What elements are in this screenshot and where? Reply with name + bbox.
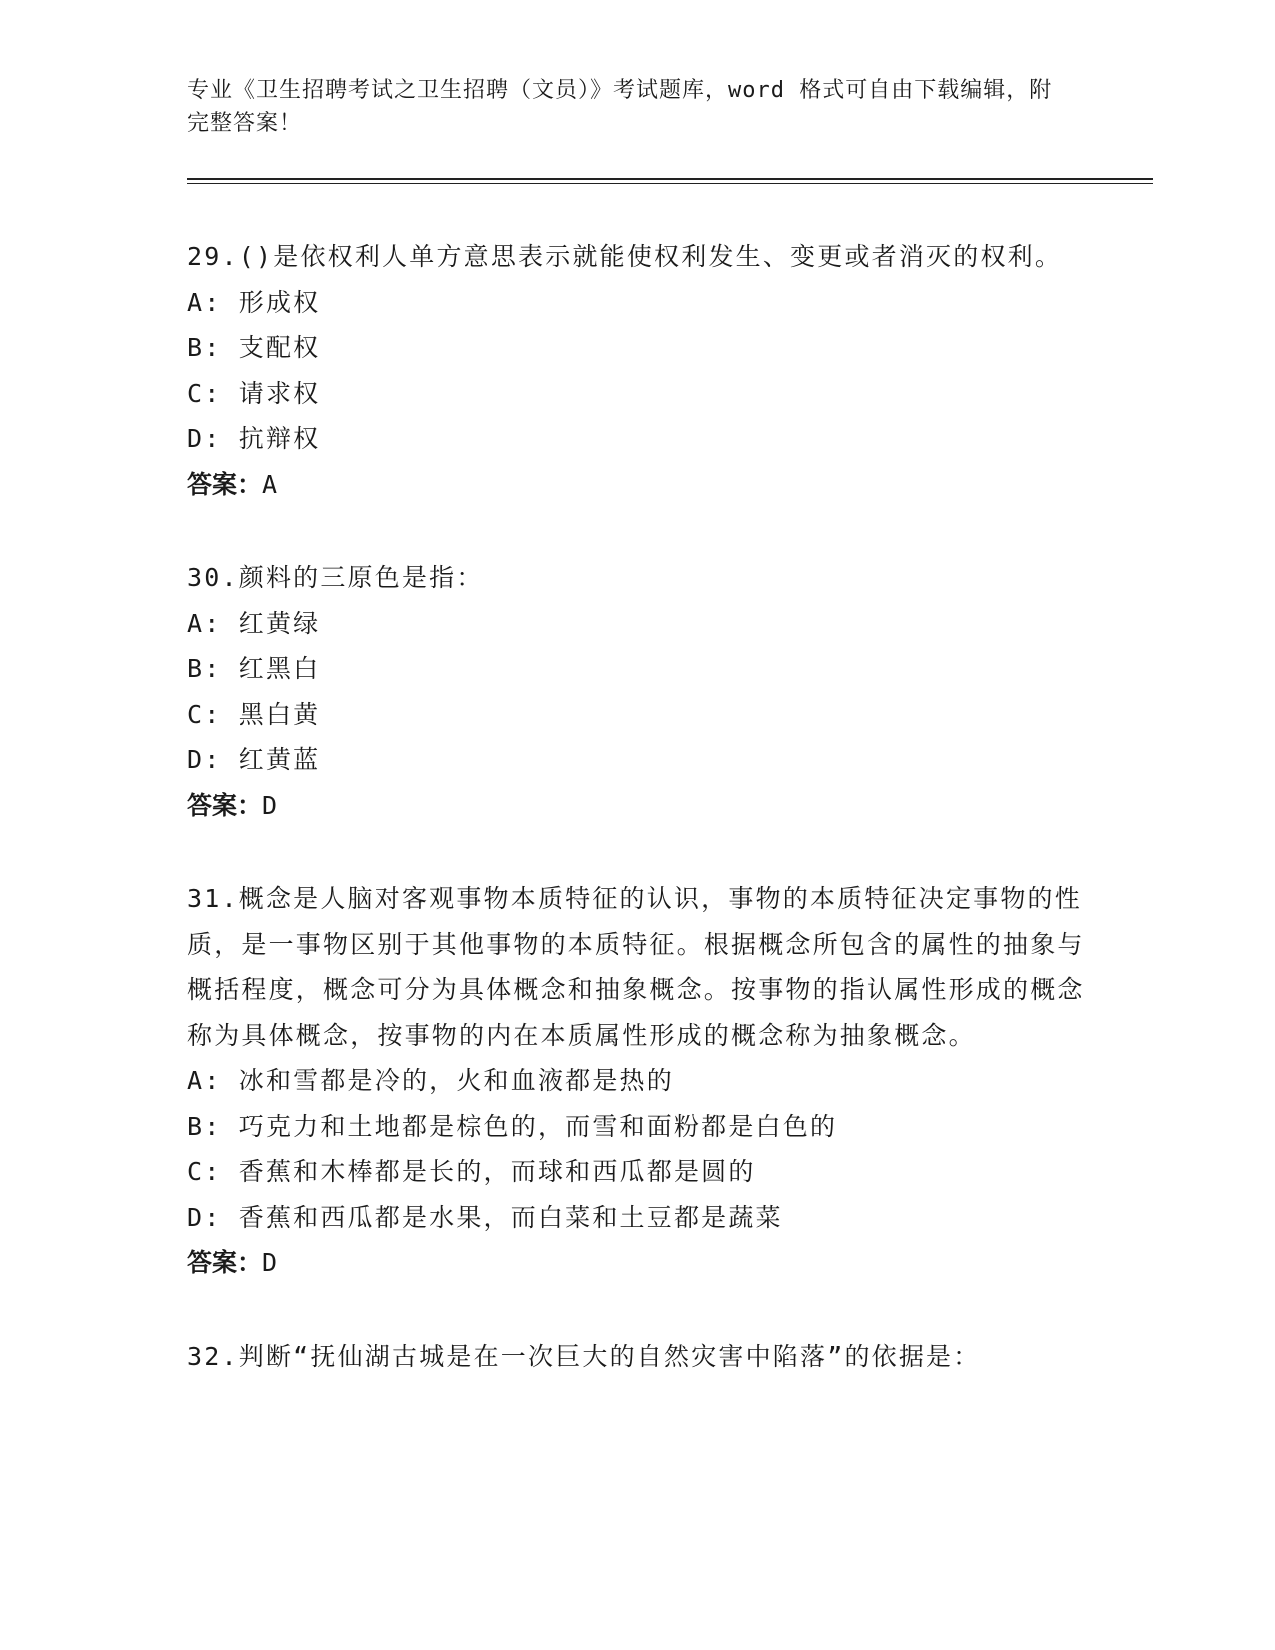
question-29 [187, 234, 1087, 507]
answer-value: D [262, 790, 278, 820]
answer-line [187, 462, 1087, 508]
document-header-text: 专业《卫生招聘考试之卫生招聘（文员）》考试题库，word 格式可自由下载编辑，附完整答案！ [187, 78, 1053, 136]
question-stem: 29.()是依权利人单方意思表示就能使权利发生、变更或者消灭的权利。 [187, 242, 1063, 271]
question-list [187, 234, 1087, 1427]
option-c: C: 香蕉和木棒都是长的，而球和西瓜都是圆的 [187, 1157, 756, 1186]
answer-label: 答案： [187, 469, 263, 499]
option-c: C: 请求权 [187, 378, 321, 408]
option-a: A: 红黄绿 [187, 608, 321, 638]
header-divider-thin [187, 183, 1153, 184]
answer-value: D [262, 1248, 278, 1277]
option-c: C: 黑白黄 [187, 699, 321, 729]
option-d: D: 抗辩权 [187, 424, 321, 453]
answer-label: 答案： [187, 790, 263, 820]
answer-label: 答案： [187, 1248, 263, 1277]
question-stem: 32.判断“抚仙湖古城是在一次巨大的自然灾害中陷落”的依据是： [187, 1341, 981, 1371]
option-d: D: 香蕉和西瓜都是水果，而白菜和土豆都是蔬菜 [187, 1202, 783, 1232]
question-32 [187, 1334, 1087, 1380]
option-b: B: 红黑白 [187, 654, 321, 683]
option-a: A: 冰和雪都是冷的，火和血液都是热的 [187, 1066, 674, 1095]
question-31 [187, 876, 1087, 1286]
option-b: B: 支配权 [187, 333, 321, 362]
question-stem: 30.颜料的三原色是指： [187, 563, 484, 592]
question-stem: 31.概念是人脑对客观事物本质特征的认识，事物的本质特征决定事物的性质，是一事物区别于其他事物的本质特征。根据概念所包含的属性的抽象与概括程度，概念可分为具体概念和抽象概念。按事物的指认属性形成的概念称为具体概念，按事物的内在本质属性形成的概念称为抽象概念。 [187, 884, 1085, 1050]
option-a: A: 形成权 [187, 287, 321, 317]
question-30 [187, 555, 1087, 828]
header-divider [187, 178, 1153, 180]
answer-value: A [262, 469, 278, 499]
answer-line [187, 1240, 1087, 1286]
option-b: B: 巧克力和土地都是棕色的，而雪和面粉都是白色的 [187, 1111, 838, 1141]
option-d: D: 红黄蓝 [187, 745, 321, 774]
answer-line [187, 783, 1087, 829]
